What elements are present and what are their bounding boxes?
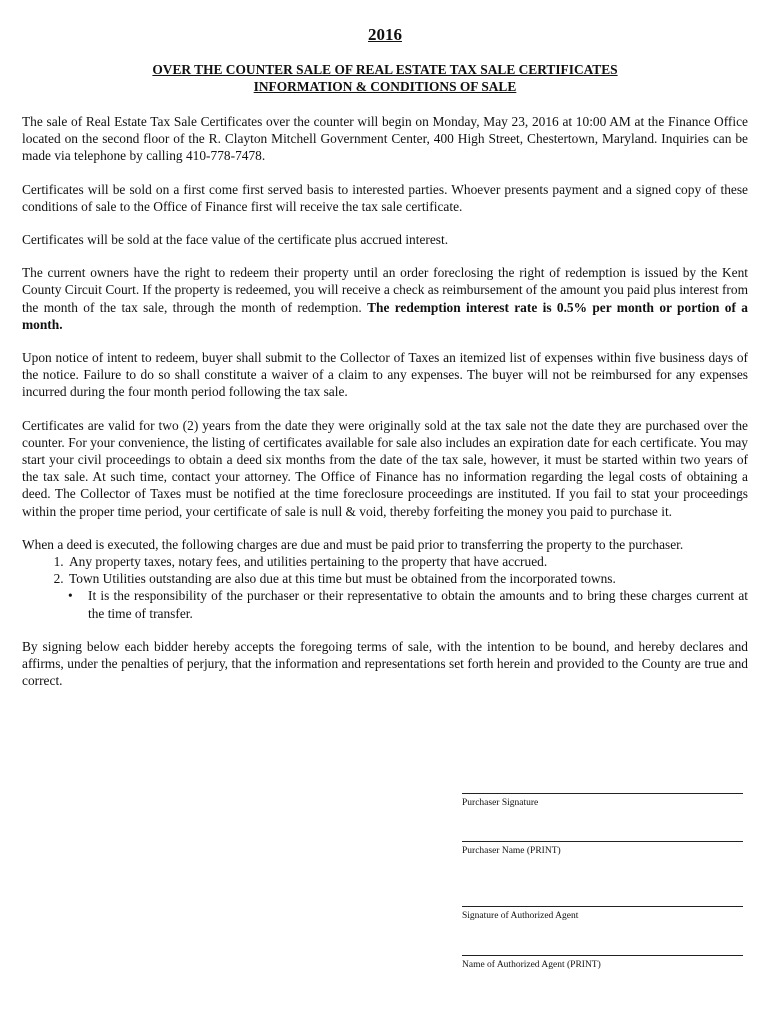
heading-line-2: INFORMATION & CONDITIONS OF SALE: [253, 79, 517, 94]
redemption-rate: The redemption interest rate is 0.5% per month or portion of a month.: [22, 299, 748, 332]
paragraph-deed-charges: When a deed is executed, the following charges are due and must be paid prior to transferring the property to the purchaser.: [22, 536, 684, 552]
agent-name-field[interactable]: [462, 955, 743, 971]
signature-line: [462, 793, 743, 794]
paragraph-redemption: [22, 264, 748, 333]
purchaser-name-field[interactable]: [462, 841, 743, 857]
bullet-glyph: •: [68, 588, 73, 604]
document-year: 2016: [368, 25, 402, 44]
purchaser-signature-field[interactable]: [462, 793, 743, 809]
purchaser-name-label: Purchaser Name (PRINT): [462, 846, 561, 856]
signature-line: [462, 841, 743, 842]
signature-line: [462, 906, 743, 907]
heading-line-1: OVER THE COUNTER SALE OF REAL ESTATE TAX SALE CERTIFICATES: [152, 62, 618, 77]
bullet-text: It is the responsibility of the purchaser or their representative to obtain the amounts and to bring these charges current at the time of transfer.: [88, 588, 748, 621]
charges-list: [22, 553, 748, 587]
signature-line: [462, 955, 743, 956]
paragraph-expenses: Upon notice of intent to redeem, buyer shall submit to the Collector of Taxes an itemized list of expenses within five business days of the notice. Failure to do so shall constitute a waiver of a claim to any expenses. The buyer will not be reimbursed for any expenses incurred during the four month period following the tax sale.: [22, 350, 748, 400]
paragraph-sale-info: The sale of Real Estate Tax Sale Certificates over the counter will begin on Monday, May 23, 2016 at 10:00 AM at the Finance Office located on the second floor of the R. Clayton Mitchell Government Center, 400 High Street, Chestertown, Maryland. Inquiries can be made via telephone by calling 410-778-7478.: [22, 114, 748, 164]
agent-signature-field[interactable]: [462, 906, 743, 922]
bullet-item: [68, 587, 748, 621]
agent-signature-label: Signature of Authorized Agent: [462, 911, 579, 921]
purchaser-signature-label: Purchaser Signature: [462, 798, 539, 808]
paragraph-face-value: Certificates will be sold at the face value of the certificate plus accrued interest.: [22, 232, 449, 248]
paragraph-affirmation: By signing below each bidder hereby accepts the foregoing terms of sale, with the intention to be bound, and hereby declares and affirms, under the penalties of perjury, that the information and representations set forth herein and provided to the County are true and correct.: [22, 638, 748, 689]
paragraph-validity: Certificates are valid for two (2) years from the date they were originally sold at the tax sale not the date they are purchased over the counter. For your convenience, the listing of certificates available for sale also includes an expiration date for each certificate. You may start your civil proceedings to obtain a deed six months from the date of the tax sale, however, it must be started within two years of the tax sale. At such time, contact your attorney. The Office of Finance has no information regarding the legal costs of obtaining a deed. The Collector of Taxes must be notified at the time foreclosure proceedings are instituted. If you fail to stat your proceedings within the proper time period, your certificate of sale is null & void, thereby forfeiting the money you paid to purchase it.: [22, 417, 748, 519]
charge-item: 2. Town Utilities outstanding are also due at this time but must be obtained from the incorporated towns.: [67, 570, 748, 587]
redemption-text: The current owners have the right to redeem their property until an order foreclosing the right of redemption is issued by the Kent County Circuit Court. If the property is redeemed, you will receive a check as reimbursement of the amount you paid plus interest from the month of the tax sale, through the month of redemption.: [22, 265, 748, 315]
document-heading: [22, 61, 748, 95]
responsibility-bullets: [22, 587, 748, 621]
charge-item: 1. Any property taxes, notary fees, and utilities pertaining to the property that have accrued.: [67, 553, 748, 570]
agent-name-label: Name of Authorized Agent (PRINT): [462, 960, 601, 970]
paragraph-first-come: Certificates will be sold on a first come first served basis to interested parties. Whoever presents payment and a signed copy of these conditions of sale to the Office of Finance first will receive the tax sale certificate.: [22, 181, 748, 214]
charges-list-block: [22, 553, 748, 622]
